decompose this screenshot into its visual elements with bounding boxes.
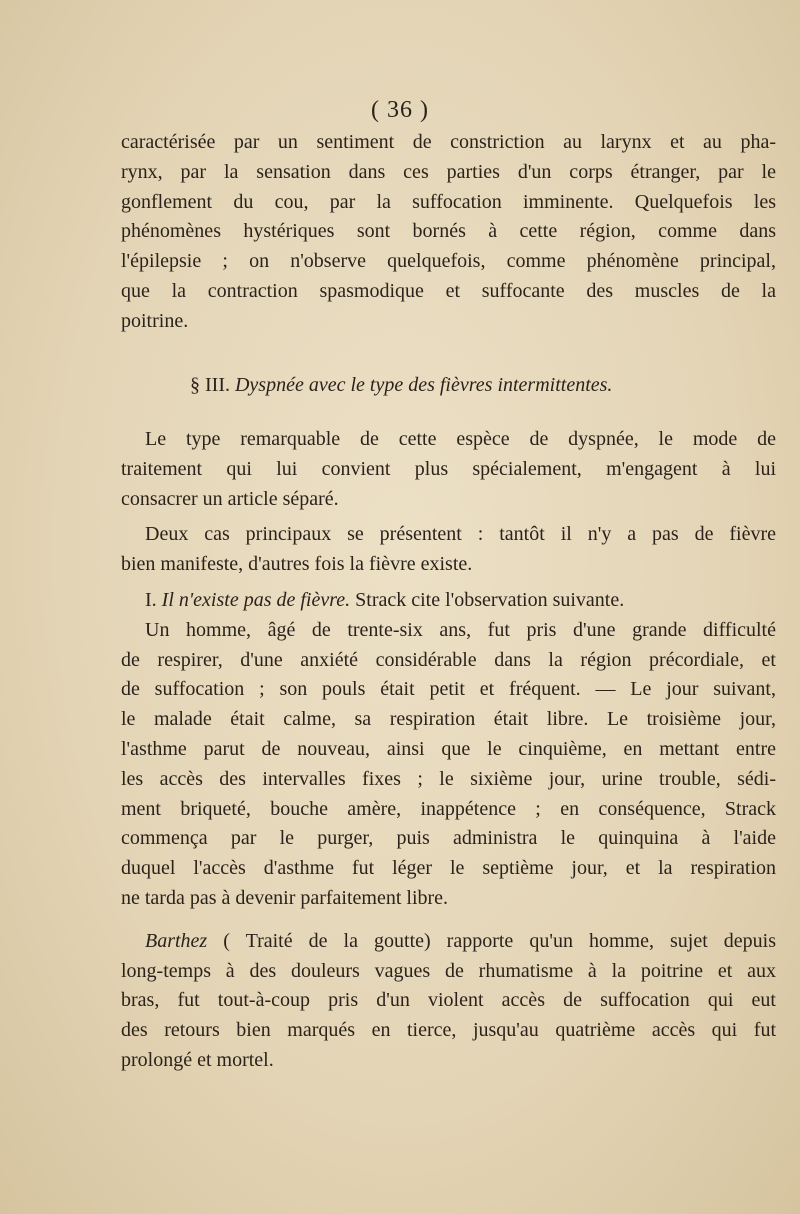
text-line: caractérisée par un sentiment de constriction au larynx et au pha-	[121, 131, 776, 153]
text-line: ment briqueté, bouche amère, inappétence ; en conséquence, Strack	[121, 797, 776, 820]
section-number: § III.	[190, 374, 230, 396]
text-line: l'épilepsie ; on n'observe quelquefois, comme phénomène principal,	[121, 250, 776, 273]
case-title: Il n'existe pas de fièvre.	[161, 588, 351, 611]
text-line: prolongé et mortel.	[121, 1048, 274, 1071]
text-line: Le type remarquable de cette espèce de dyspnée, le mode de	[145, 428, 776, 450]
paragraph-cases	[121, 520, 776, 580]
text-line: consacrer un article séparé.	[121, 487, 339, 510]
author-name: Barthez	[145, 929, 208, 952]
text-line: commença par le purger, puis administra le quinquina à l'aide	[121, 827, 776, 850]
case-heading	[121, 586, 776, 616]
text-line: duquel l'accès d'asthme fut léger le septième jour, et la respiration	[121, 857, 776, 880]
section-title: Dyspnée avec le type des fièvres intermittentes.	[234, 374, 613, 396]
section-heading	[190, 374, 730, 397]
case-rest: Strack cite l'observation suivante.	[355, 588, 625, 611]
page-number: ( 36 )	[371, 97, 429, 123]
text-line	[121, 927, 776, 957]
text-line: rynx, par la sensation dans ces parties d'un corps étranger, par le	[121, 160, 776, 183]
text-line: les accès des intervalles fixes ; le sixième jour, urine trouble, sédi-	[121, 767, 776, 790]
text-line: gonflement du cou, par la suffocation imminente. Quelquefois les	[121, 190, 776, 213]
body-text	[121, 425, 776, 1076]
text-line: traitement qui lui convient plus spécialement, m'engagent à lui	[121, 457, 776, 480]
text-line: l'asthme parut de nouveau, ainsi que le cinquième, en mettant entre	[121, 737, 776, 760]
text-line: Un homme, âgé de trente-six ans, fut pris d'une grande difficulté	[145, 618, 776, 641]
text-line: long-temps à des douleurs vagues de rhumatisme à la poitrine et aux	[121, 959, 776, 982]
paragraph-type	[121, 425, 776, 514]
text-line: bras, fut tout-à-coup pris d'un violent accès de suffocation qui eut	[121, 989, 776, 1012]
text-line: Deux cas principaux se présentent : tantôt il n'y a pas de fièvre	[145, 523, 776, 546]
text-line: que la contraction spasmodique et suffocante des muscles de la	[121, 279, 776, 302]
case-label: I.	[145, 588, 157, 611]
text-segment: ( Traité de la goutte) rapporte qu'un homme, sujet depuis	[223, 929, 777, 952]
text-line: phénomènes hystériques sont bornés à cette région, comme dans	[121, 220, 776, 243]
text-line: ne tarda pas à devenir parfaitement libre.	[121, 886, 449, 909]
text-line: le malade était calme, sa respiration était libre. Le troisième jour,	[121, 708, 776, 731]
paragraph-barthez	[121, 927, 776, 1076]
intro-paragraph	[121, 128, 776, 337]
text-line: poitrine.	[121, 309, 189, 332]
paragraph-observation	[121, 616, 776, 914]
text-line: des retours bien marqués en tierce, jusqu'au quatrième accès qui fut	[121, 1019, 776, 1042]
text-line: de suffocation ; son pouls était petit et fréquent. — Le jour suivant,	[121, 678, 776, 701]
text-line: bien manifeste, d'autres fois la fièvre existe.	[121, 553, 473, 576]
text-line: de respirer, d'une anxiété considérable dans la région précordiale, et	[121, 648, 776, 671]
